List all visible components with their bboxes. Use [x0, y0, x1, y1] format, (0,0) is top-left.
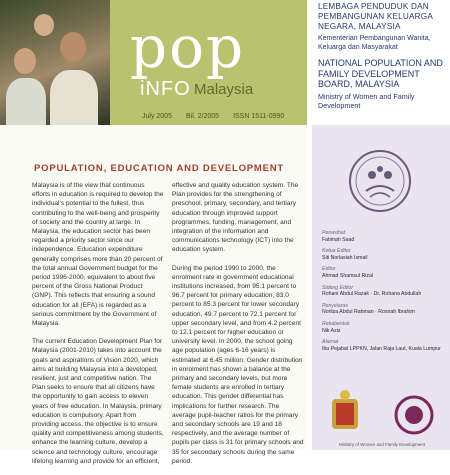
ministry-english: Ministry of Women and Family Development: [318, 91, 415, 110]
credit-role: Alamat: [322, 339, 339, 346]
credits-list: [322, 225, 447, 352]
credit-entry: [322, 285, 447, 298]
credit-entry: [322, 303, 447, 316]
ministry-malay: Kementerian Pembangunan Wanita, Keluarga dan Masyarakat: [318, 35, 431, 51]
issue-number: Bil. 2/2005: [185, 113, 220, 120]
masthead: [0, 0, 307, 125]
issn: ISSN 1511-0990: [233, 113, 285, 120]
board-seal-icon: [342, 145, 418, 217]
credit-entry: [322, 266, 447, 279]
credit-name: Norliza Abdul Rahman · Rosnah Ibrahim: [322, 309, 415, 316]
credit-role: Rekabentuk: [322, 320, 350, 327]
coat-of-arms-icon: [332, 390, 358, 429]
credit-name: Rohani Abdul Razak · Dr. Rohana Abdullah: [322, 291, 422, 298]
credit-name: Siti Norlasiah Ismail: [322, 254, 368, 261]
footer-caption: Ministry of Women and Family Development: [338, 442, 426, 447]
article-column-1: [32, 181, 164, 475]
family-photo: [0, 0, 110, 125]
agency-header: [314, 2, 450, 125]
article-paragraph: effective and quality education system. The Plan provides for the strengthening of preschool, primary, secondary, and tertiary education through improved support programmes, funding, management, and integration of the information and communications technology (ICT) into the education system.: [172, 182, 299, 254]
credit-name: Ibu Pejabat LPPKN, Jalan Raja Laut, Kuala Lumpur: [322, 345, 441, 352]
credit-role: Penyelaras: [322, 302, 348, 309]
issue-bar: [110, 108, 307, 125]
article-title: POPULATION, EDUCATION AND DEVELOPMENT: [34, 163, 285, 174]
credit-entry: [322, 230, 447, 243]
credit-name: Nik Aziz: [322, 327, 341, 334]
agency-name-english: NATIONAL POPULATION AND FAMILY DEVELOPMENT BOARD, MALAYSIA: [318, 58, 443, 89]
article-paragraph: During the period 1990 to 2000, the enrolment rate in government educational institutions increased, from 95.1 percent to 96.7 percent for primary education, 83.0 percent to 85.3 percent for lower secondary education, 49.7 percent to 72.1 percent for upper secondary level, and from 4.2 percent to 12.1 percent for higher education or university level. In 2000, the school going age population (ages 6-16 years) is estimated at 6.45 million. Gender distribution in enrolment has shown a balance at the primary and secondary levels, but more female students are enrolled in tertiary education. This gender differential has implications for further research. The average pupil-teacher ratios for the primary and secondary schools are 19 and 18 respectively, and the average number of pupils per class is 31 for primary schools and 35 for secondary schools during the same period.: [172, 264, 304, 465]
credit-role: Ketua Editor: [322, 248, 351, 255]
ministry-logo-icon: [396, 397, 432, 433]
credit-role: Editor: [322, 266, 336, 273]
credit-role: Penasihat: [322, 230, 346, 236]
article-paragraph: Malaysia is of the view that continuous efforts in education is required to develop the individual's potential to the fullest, thus contributing to the well-being and prosperity of society and the country at large. In Malaysia, the education sector has been regarded a priority sector since our independence. Education expenditure generally comprises more than 20 percent of the total annual Government budget for the period 1996-2000, equivalent to about five percent of the Gross National Product (GNP). This reflects that ensuring a sound education for all (EFA) is regarded as a serious commitment by the Government of Malaysia.: [32, 182, 164, 328]
credit-name: Ahmad Shamsul Rizal: [322, 272, 374, 279]
credit-role: Sidang Editor: [322, 284, 354, 291]
credit-entry: [322, 339, 447, 352]
sidebar: [312, 125, 450, 450]
logo-malaysia: Malaysia: [194, 81, 254, 98]
credit-entry: [322, 321, 447, 334]
logo-info: iNFO: [140, 78, 191, 100]
credit-entry: [322, 248, 447, 261]
footer-logos: [318, 387, 446, 447]
issue-month: July 2005: [142, 113, 172, 120]
article: [0, 125, 307, 465]
credit-name: Fatimah Saad: [322, 236, 355, 243]
agency-name-malay: LEMBAGA PENDUDUK DAN PEMBANGUNAN KELUARGA NEGARA, MALAYSIA: [318, 2, 433, 31]
article-column-2: [172, 181, 304, 475]
logo-pop: pop: [130, 13, 246, 81]
article-paragraph: The current Education Development Plan for Malaysia (2001-2010) takes into account the goals and aspirations of Vision 2020, which aims at building Malaysia into a developed, resilient, just and competitive nation. The Plan seeks to ensure that all citizens have the opportunity to gain access to eleven years of free education. In Malaysia, primary education is compulsory. Apart from providing access, the objective is to ensure quality and competitiveness among students, enhance the learning culture, develop a science and technology culture, encourage lifelong learning and provide for an efficient,: [32, 338, 164, 465]
